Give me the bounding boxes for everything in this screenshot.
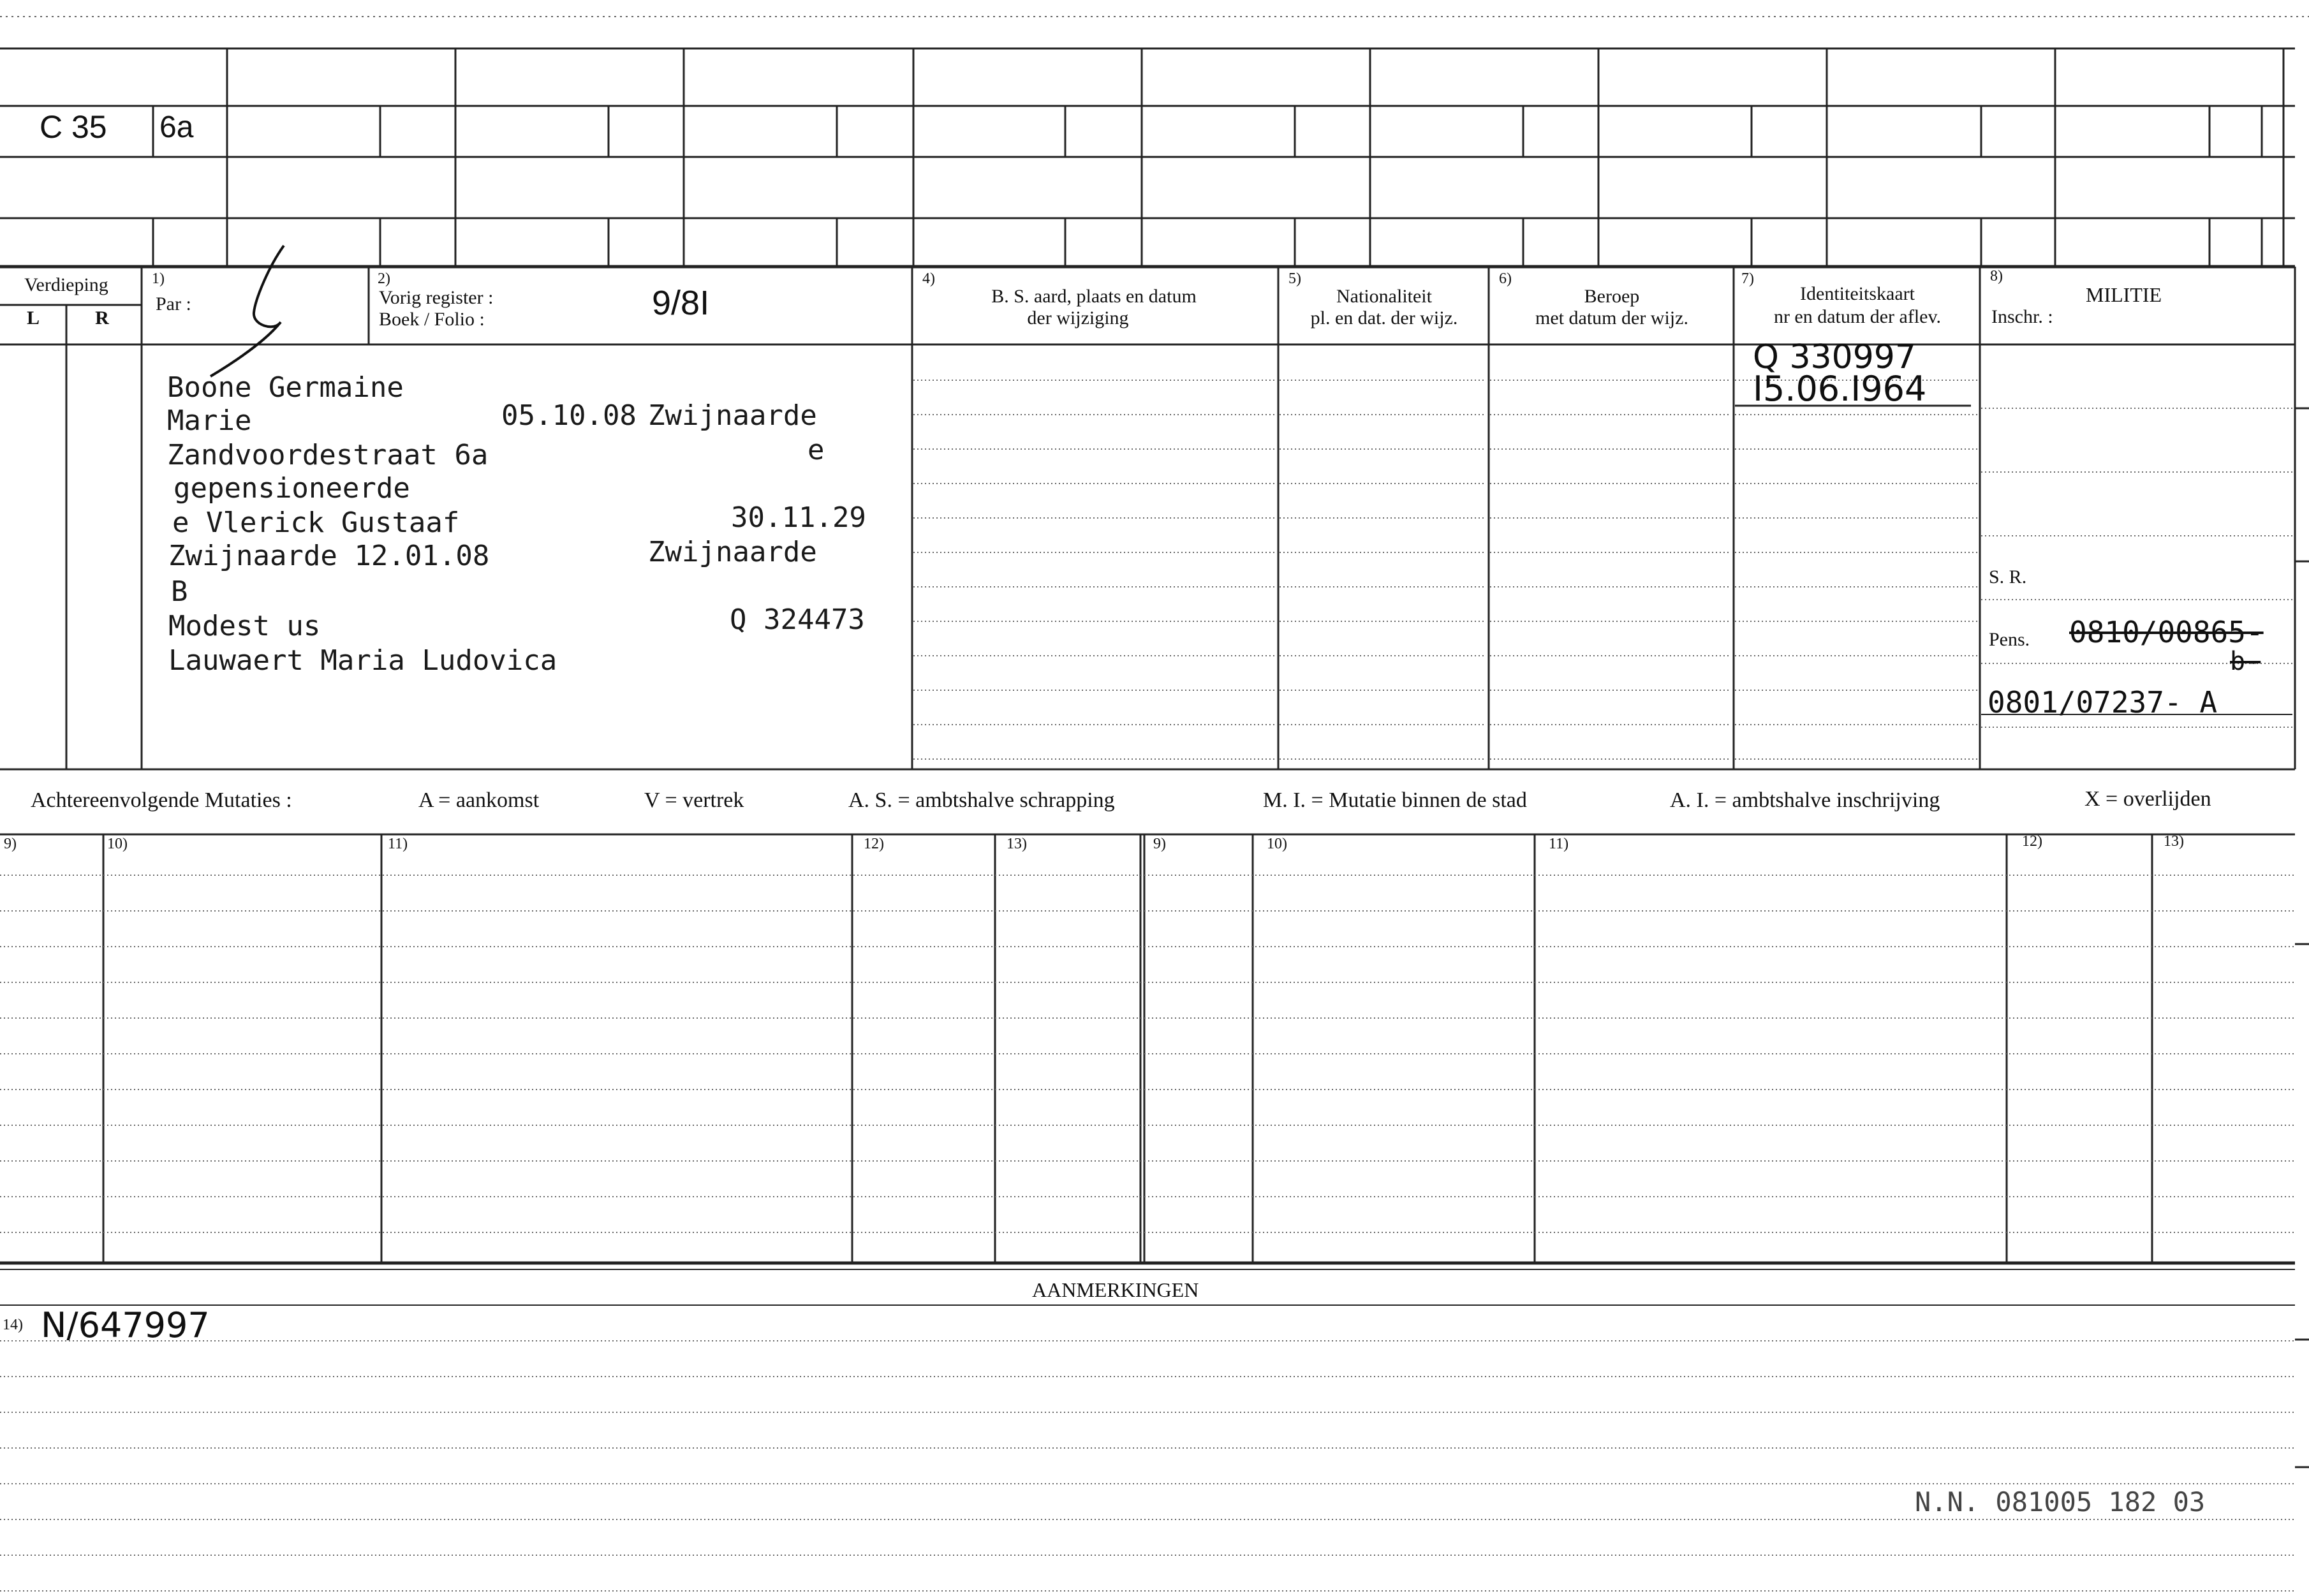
occupation: gepensioneerde: [173, 472, 410, 505]
spouse-birth-place: Zwijnaarde: [648, 536, 817, 568]
birth-date: 05.10.08: [501, 399, 637, 432]
remarks-number: 14): [3, 1317, 23, 1333]
legend-vertrek: V = vertrek: [644, 788, 744, 812]
pension-number-old-suffix: b-: [2230, 647, 2261, 676]
mut-col-9a: 9): [4, 836, 17, 852]
father-id: Q 324473: [730, 603, 865, 636]
col5-number: 5): [1288, 270, 1301, 287]
militie-header: MILITIE: [2086, 283, 2162, 306]
identiteitskaart-header: Identiteitskaart: [1800, 283, 1915, 304]
beroep-header: Beroep: [1584, 286, 1640, 307]
mut-col-11a: 11): [388, 836, 408, 852]
boek-folio-label: Boek / Folio :: [379, 309, 485, 330]
person-surname: Boone Germaine: [167, 371, 404, 404]
vorig-register-label: Vorig register :: [379, 287, 494, 308]
mut-col-11b: 11): [1549, 836, 1569, 852]
col4-header-line1: B. S. aard, plaats en datum: [991, 286, 1197, 307]
legend-ambtshalve-inschrijving: A. I. = ambtshalve inschrijving: [1670, 788, 1940, 812]
mut-col-9b: 9): [1153, 836, 1166, 852]
col8-number: 8): [1990, 268, 2003, 284]
sr-label: S. R.: [1989, 566, 2027, 587]
col2-number: 2): [378, 270, 390, 287]
identity-card-date: I5.06.I964: [1753, 369, 1927, 409]
inschrijving-label: Inschr. :: [1991, 306, 2053, 327]
boek-folio-value: 9/8I: [652, 284, 710, 322]
legend-aankomst: A = aankomst: [418, 788, 540, 812]
beroep-subheader: met datum der wijz.: [1535, 307, 1688, 329]
remarks-value: N/647997: [41, 1305, 210, 1345]
spouse-birth: Zwijnaarde 12.01.08: [168, 540, 490, 572]
mut-col-10b: 10): [1267, 836, 1287, 852]
address: Zandvoordestraat 6a: [167, 439, 489, 471]
legend-mutatie-binnen-stad: M. I. = Mutatie binnen de stad: [1263, 788, 1527, 812]
verdieping-header: Verdieping: [24, 274, 108, 295]
nationaliteit-subheader: pl. en dat. der wijz.: [1310, 307, 1458, 329]
mut-col-13b: 13): [2164, 833, 2184, 850]
mut-col-12b: 12): [2022, 833, 2042, 850]
person-firstname: Marie: [167, 404, 252, 437]
col6-number: 6): [1499, 270, 1512, 287]
remarks-title: AANMERKINGEN: [1032, 1278, 1199, 1301]
col7-number: 7): [1741, 270, 1754, 287]
mut-col-13a: 13): [1007, 836, 1027, 852]
father-name: Modest us: [168, 610, 321, 642]
nationaliteit-header: Nationaliteit: [1336, 286, 1432, 307]
identiteitskaart-subheader: nr en datum der aflev.: [1773, 306, 1942, 327]
col4-header-line2: der wijziging: [1027, 307, 1129, 329]
verdieping-right-header: R: [95, 307, 109, 329]
birth-place: Zwijnaarde: [648, 399, 817, 432]
pens-label: Pens.: [1989, 629, 2030, 650]
register-code: C 35: [40, 109, 107, 145]
mut-col-10a: 10): [107, 836, 128, 852]
legend-ambtshalve-schrapping: A. S. = ambtshalve schrapping: [848, 788, 1115, 812]
identity-card-number: Q 330997: [1753, 338, 1916, 376]
col1-number: 1): [152, 270, 165, 287]
b-marker: B: [171, 575, 188, 608]
pension-number-old: 0810/00865-: [2069, 615, 2264, 649]
pension-number-new: 0801/07237- A: [1988, 685, 2218, 720]
col4-number: 4): [922, 270, 935, 287]
address-marker: e: [808, 434, 825, 466]
mutations-title: Achtereenvolgende Mutaties :: [31, 788, 292, 812]
mut-col-12a: 12): [864, 836, 884, 852]
par-label: Par :: [156, 293, 191, 314]
verdieping-left-header: L: [26, 307, 40, 329]
marriage-date: 30.11.29: [731, 501, 866, 534]
legend-overlijden: X = overlijden: [2084, 787, 2211, 811]
spouse-name: e Vlerick Gustaaf: [172, 506, 460, 539]
national-number: N.N. 081005 182 03: [1915, 1486, 2206, 1518]
mother-name: Lauwaert Maria Ludovica: [168, 644, 557, 677]
register-code-suffix: 6a: [159, 110, 194, 144]
